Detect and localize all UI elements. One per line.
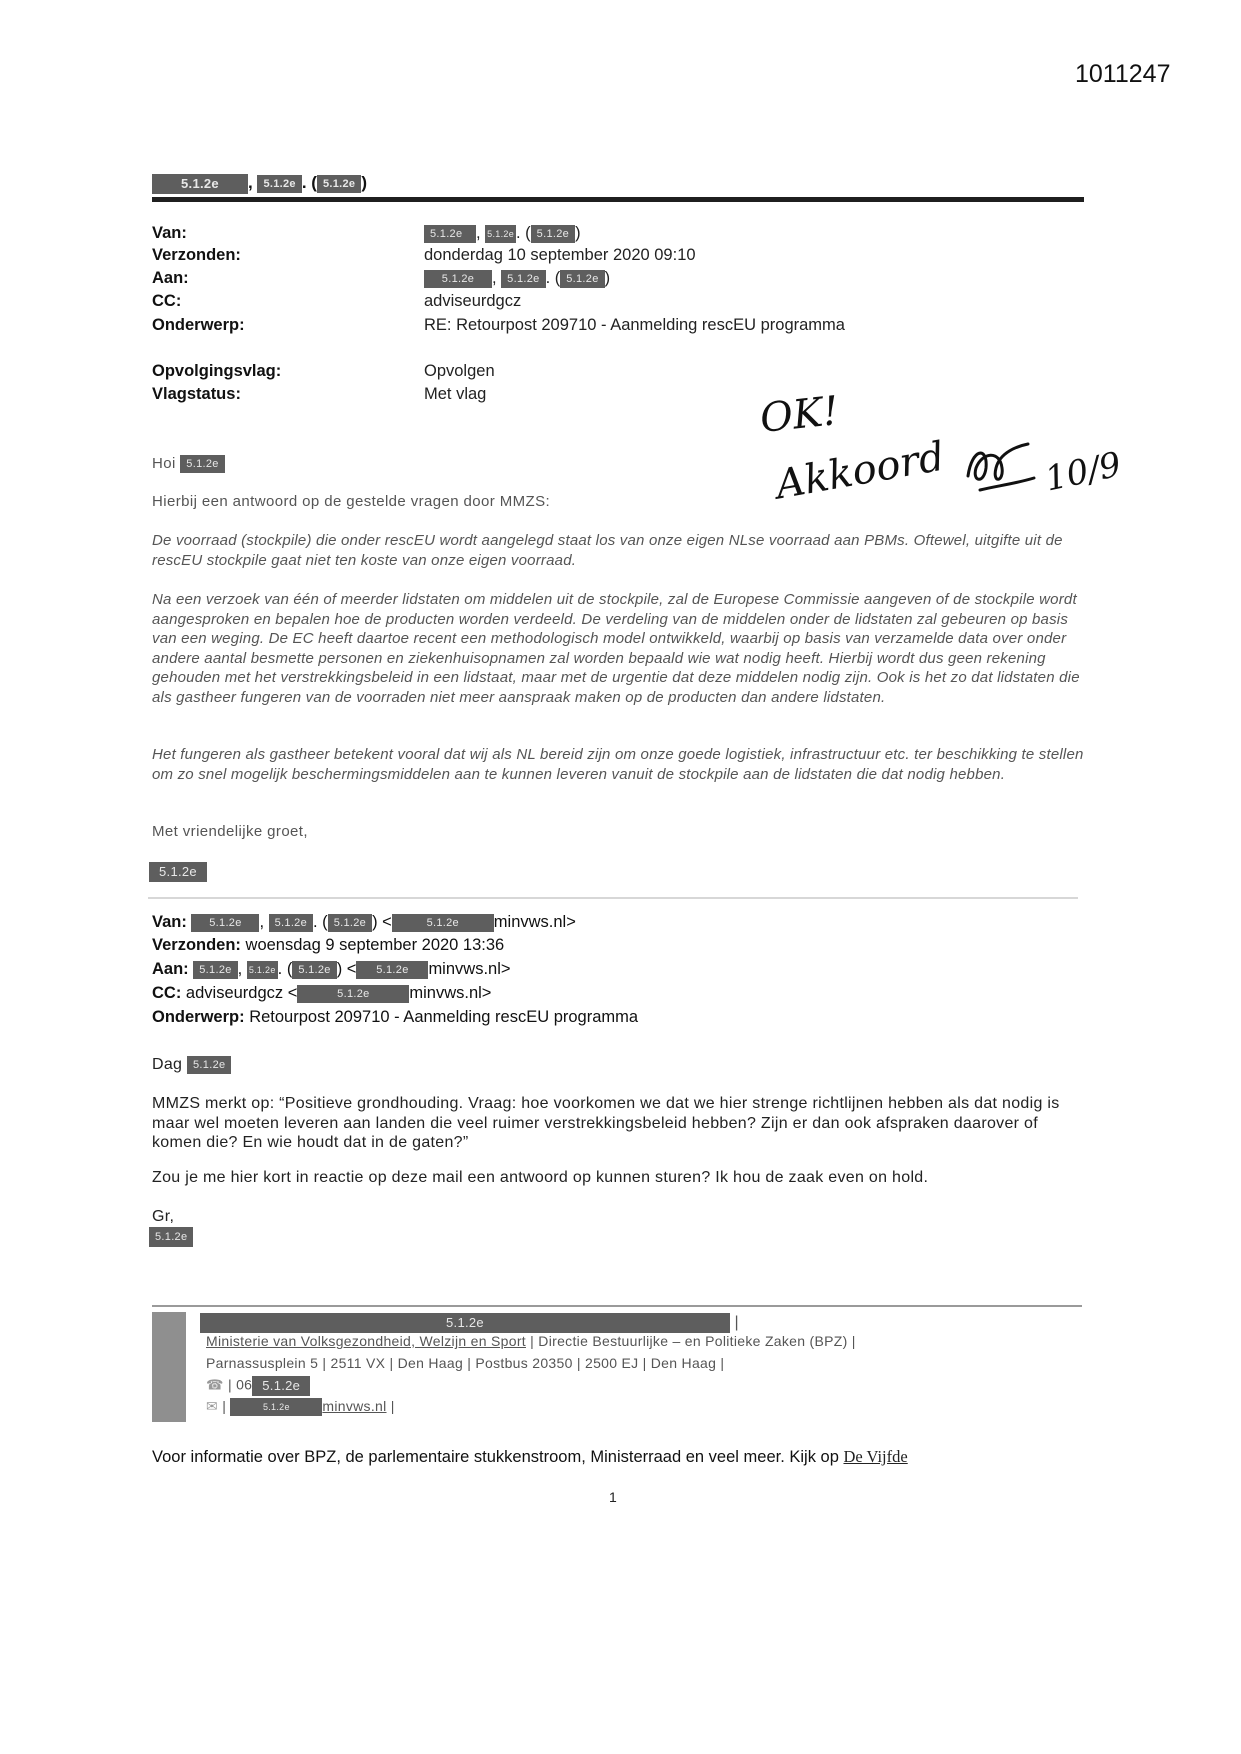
email2-paragraph-2: Zou je me hier kort in reactie op deze mail een antwoord op kunnen sturen? Ik hou de zaak even on hold. <box>152 1169 929 1186</box>
signature-rule <box>152 1305 1082 1307</box>
intro-line: Hierbij een antwoord op de gestelde vragen door MMZS: <box>152 493 551 510</box>
header-rule <box>152 197 1084 202</box>
redaction-box: 5.1.2e <box>424 270 492 288</box>
email2-subject: Onderwerp: Retourpost 209710 - Aanmelding rescEU programma <box>152 1008 639 1026</box>
redaction-box: 5.1.2e <box>424 225 476 243</box>
paragraph-3: Het fungeren als gastheer betekent vooral dat wij als NL bereid zijn om onze goede logistiek, infrastructuur etc. ter beschikking te stellen om zo snel mogelijk beschermingsmiddelen aan te kunnen leveren vanuit de stockpile aan de lidstaten die dat nodig hebben. <box>152 746 1084 783</box>
ministry-logo <box>152 1312 186 1422</box>
redaction-box: 5.1.2e <box>328 914 372 932</box>
redaction-box: 5.1.2e <box>230 1398 322 1416</box>
redaction-box: 5.1.2e <box>485 225 516 243</box>
redaction-box: 5.1.2e <box>292 961 336 979</box>
email2-cc: CC: adviseurdgcz < 5.1.2e minvws.nl> <box>152 984 492 1002</box>
redaction-box: 5.1.2e <box>149 862 207 882</box>
redaction-box: 5.1.2e <box>247 961 278 979</box>
redaction-box: 5.1.2e <box>149 1227 193 1247</box>
email2-from: Van: 5.1.2e , 5.1.2e . ( 5.1.2e ) < 5.1.2e minvws.nl> <box>152 913 576 931</box>
signature-ministry-line: Ministerie van Volksgezondheid, Welzijn en Sport | Directie Bestuurlijke – en Politieke Zaken (BPZ) | <box>206 1333 856 1349</box>
email2-signature <box>149 1227 193 1247</box>
email-link[interactable]: minvws.nl <box>322 1398 387 1414</box>
from-label: Van: <box>152 224 187 242</box>
signature-address: Parnassusplein 5 | 2511 VX | Den Haag | Postbus 20350 | 2500 EJ | Den Haag | <box>206 1355 725 1371</box>
handwritten-ok: OK! <box>757 388 841 442</box>
redaction-box: 5.1.2e <box>152 174 248 194</box>
to-label: Aan: <box>152 269 189 287</box>
ministry-link[interactable]: Ministerie van Volksgezondheid, Welzijn en Sport <box>206 1333 526 1349</box>
flagstatus-value: Met vlag <box>424 385 487 403</box>
sender-signature <box>149 862 207 882</box>
followup-label: Opvolgingsvlag: <box>152 362 282 380</box>
email2-paragraph-1: MMZS merkt op: “Positieve grondhouding. Vraag: hoe voorkomen we dat we hier strenge richtlijnen hebben als dat nodig is maar wel moeten leveren aan landen die veel ruimer verstrekkingsbeleid hebben? Zijn er dan ook afspraken daarover of komen die? En wie houdt dat in de gaten?” <box>152 1095 1060 1151</box>
redaction-box: 5.1.2e <box>269 914 313 932</box>
handwritten-signature <box>962 438 1042 498</box>
redaction-box: 5.1.2e <box>200 1313 730 1333</box>
mail-icon: ✉ <box>206 1398 219 1414</box>
greeting: Hoi 5.1.2e <box>152 455 225 473</box>
flagstatus-label: Vlagstatus: <box>152 385 241 403</box>
redaction-box: 5.1.2e <box>187 1056 231 1074</box>
redaction-box: 5.1.2e <box>180 455 224 473</box>
redaction-box: 5.1.2e <box>193 961 237 979</box>
signature-phone: ☎ | 06 5.1.2e <box>206 1376 310 1396</box>
document-number: 1011247 <box>1075 60 1171 88</box>
signature-name: 5.1.2e | <box>200 1313 739 1333</box>
paragraph-2: Na een verzoek van één of meerder lidstaten om middelen uit de stockpile, zal de Europese Commissie aangeven of de stockpile wordt aangesproken en bepalen hoe de producten worden verdeeld. De verdeling van de middelen onder de lidstaten zal gebeuren op basis van een weging. De EC heeft daartoe recent een methodologisch model ontwikkeld, waarbij op basis van verzamelde data over onder andere aantal besmette personen en ziekenhuisopnamen zal worden bepaald wie wat nodig heeft. Hierbij wordt dus geen rekening gehouden met het verstrekkingsbeleid in een lidstaat, maar met de urgentie dat deze middelen nodig zijn. Ook is het zo dat lidstaten die als gastheer fungeren van de voorraden niet meer aanspraak maken op de producten dan andere lidstaten. <box>152 591 1080 706</box>
email-header-title: 5.1.2e , 5.1.2e . ( 5.1.2e ) <box>152 173 367 194</box>
email2-sent: Verzonden: woensdag 9 september 2020 13:36 <box>152 936 505 954</box>
de-vijfde-link[interactable]: De Vijfde <box>843 1447 908 1466</box>
to-value: 5.1.2e , 5.1.2e . ( 5.1.2e ) <box>424 269 610 288</box>
handwritten-date: 10/9 <box>1041 444 1125 500</box>
email2-to: Aan: 5.1.2e , 5.1.2e . ( 5.1.2e ) < 5.1.2e minvws.nl> <box>152 960 511 978</box>
page-number: 1 <box>609 1489 617 1505</box>
redaction-box: 5.1.2e <box>191 914 259 932</box>
redaction-box: 5.1.2e <box>317 175 361 193</box>
signature-email: ✉ | 5.1.2e minvws.nl | <box>206 1398 395 1416</box>
redaction-box: 5.1.2e <box>531 225 575 243</box>
redaction-box: 5.1.2e <box>257 175 301 193</box>
handwritten-akkoord: Akkoord <box>772 433 948 509</box>
sent-value: donderdag 10 september 2020 09:10 <box>424 246 696 264</box>
cc-value: adviseurdgcz <box>424 292 522 310</box>
subject-value: RE: Retourpost 209710 - Aanmelding rescEU programma <box>424 316 845 334</box>
email2-greeting: Dag 5.1.2e <box>152 1055 1092 1075</box>
paragraph-1: De voorraad (stockpile) die onder rescEU wordt aangelegd staat los van onze eigen NLse voorraad aan PBMs. Oftewel, uitgifte uit de rescEU stockpile gaat niet ten koste van onze eigen voorraad. <box>152 532 1063 569</box>
cc-label: CC: <box>152 292 182 310</box>
redaction-box: 5.1.2e <box>297 985 409 1003</box>
redaction-box: 5.1.2e <box>252 1376 310 1396</box>
redaction-box: 5.1.2e <box>356 961 428 979</box>
redaction-box: 5.1.2e <box>560 270 604 288</box>
email-separator <box>148 897 1078 899</box>
email2-closing: Gr, <box>152 1208 175 1225</box>
closing: Met vriendelijke groet, <box>152 823 308 840</box>
subject-label: Onderwerp: <box>152 316 245 334</box>
from-value: 5.1.2e , 5.1.2e . ( 5.1.2e ) <box>424 224 581 243</box>
followup-value: Opvolgen <box>424 362 495 380</box>
footer-info: Voor informatie over BPZ, de parlementaire stukkenstroom, Ministerraad en veel meer. Kijk op De Vijfde <box>152 1447 908 1466</box>
sent-label: Verzonden: <box>152 246 241 264</box>
phone-icon: ☎ <box>206 1376 224 1393</box>
redaction-box: 5.1.2e <box>501 270 545 288</box>
redaction-box: 5.1.2e <box>392 914 494 932</box>
